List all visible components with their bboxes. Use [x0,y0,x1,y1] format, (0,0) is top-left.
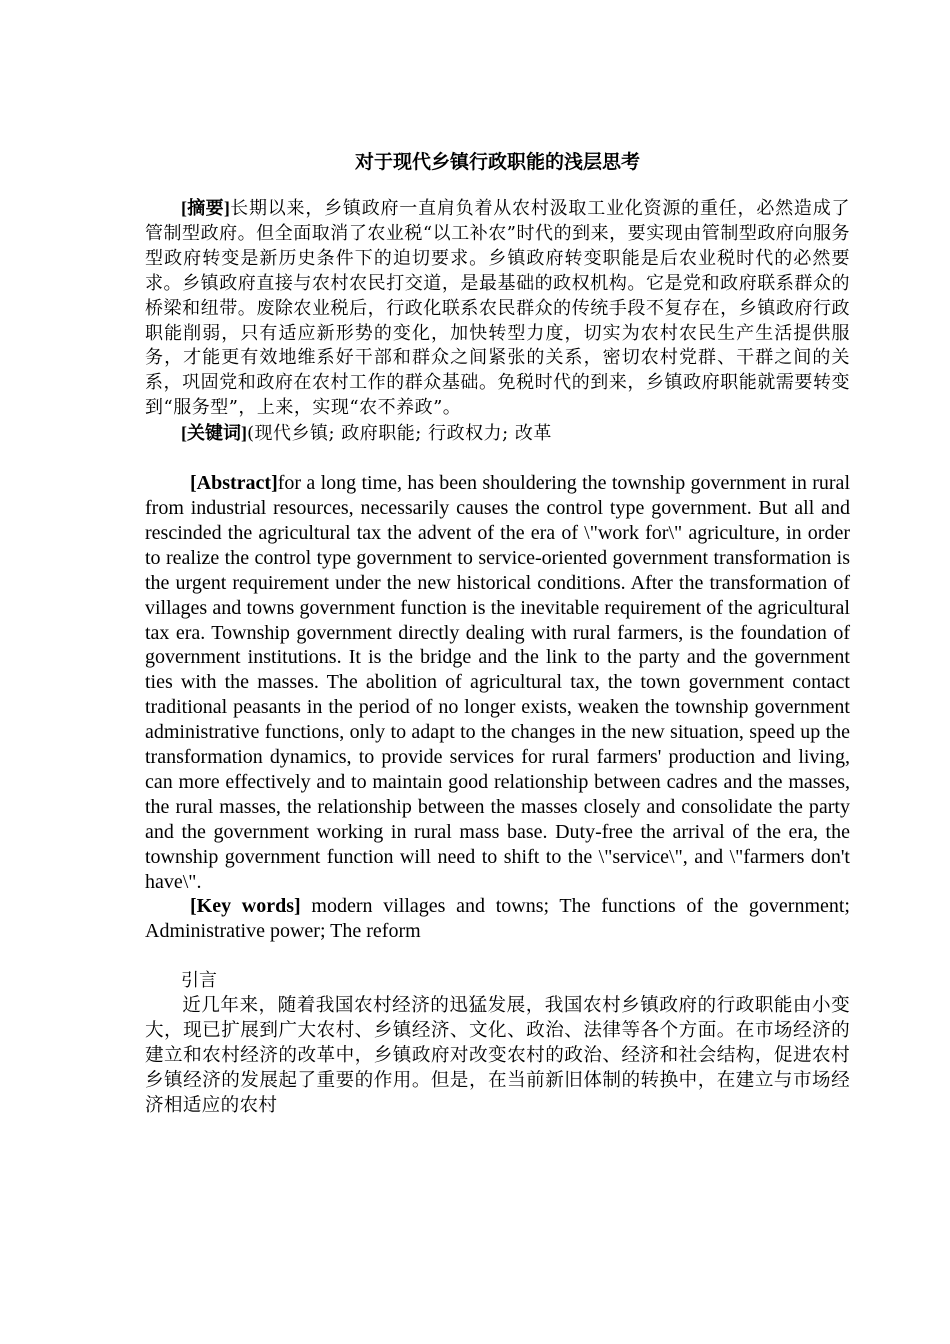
document-page [145,148,850,1119]
intro-text: 近几年来，随着我国农村经济的迅猛发展，我国农村乡镇政府的行政职能由小变大，现已扩展到广大农村、乡镇经济、文化、政治、法律等各个方面。在市场经济的建立和农村经济的改革中，乡镇政府对改变农村的政治、经济和社会结构，促进农村乡镇经济的发展起了重要的作用。但是，在当前新旧体制的转换中，在建立与市场经济相适应的农村 [145,995,850,1116]
intro-heading: 引言 [181,970,217,992]
abstract-en-label: [Abstract] [190,472,278,495]
abstract-cn-text: 长期以来，乡镇政府一直肩负着从农村汲取工业化资源的重任，必然造成了管制型政府。但全面取消了农业税“以工补农”时代的到来，要实现由管制型政府向服务型政府转变是新历史条件下的迫切要求。乡镇政府转变职能是后农业税时代的必然要求。乡镇政府直接与农村农民打交道，是最基础的政权机构。它是党和政府联系群众的桥梁和纽带。废除农业税后，行政化联系农民群众的传统手段不复存在，乡镇政府行政职能削弱，只有适应新形势的变化，加快转型力度，切实为农村农民生产生活提供服务，才能更有效地维系好干部和群众之间紧张的关系，密切农村党群、干群之间的关系，巩固党和政府在农村工作的群众基础。免税时代的到来，乡镇政府职能就需要转变到“服务型”，上来，实现“农不养政”。 [145,198,850,419]
abstract-en-text: for a long time, has been shouldering the township government in rural from industrial resources, necessarily causes the control type government. But all and rescinded the agricultural tax the advent of the era of \"work for\" agriculture, in order to realize the control type government to service-oriented government transformation is the urgent requirement under the new historical conditions. After the transformation of villages and towns government function is the inevitable requirement of the agricultural tax era. Township government directly dealing with rural farmers, is the foundation of government institutions. It is the bridge and the link to the party and the government ties with the masses. The abolition of agricultural tax, the town government contact traditional peasants in the period of no longer exists, weaken the township government administrative functions, only to adapt to the changes in the new situation, speed up the transformation dynamics, to provide services for rural farmers' production and living, can more effectively and to maintain good relationship between cadres and the masses, the rural masses, the relationship between the masses closely and consolidate the party and the government working in rural mass base. Duty-free the arrival of the era, the township government function will need to shift to the \"service\", and \"farmers don't have\". [145,472,850,893]
keywords-en-text: modern villages and towns; The functions of the government; Administrative power; The reform [145,895,850,943]
spacer [145,447,850,471]
document-title: 对于现代乡镇行政职能的浅层思考 [354,151,640,173]
keywords-cn [145,421,850,447]
keywords-cn-label: [关键词] [181,423,247,444]
spacer [145,944,850,968]
keywords-en-label: [Key words] [190,895,301,918]
abstract-cn-label: [摘要] [181,198,230,218]
abstract-en [145,471,850,894]
abstract-cn [145,196,850,421]
keywords-en [145,894,850,944]
keywords-cn-text: (现代乡镇; 政府职能; 行政权力; 改革 [247,423,552,445]
